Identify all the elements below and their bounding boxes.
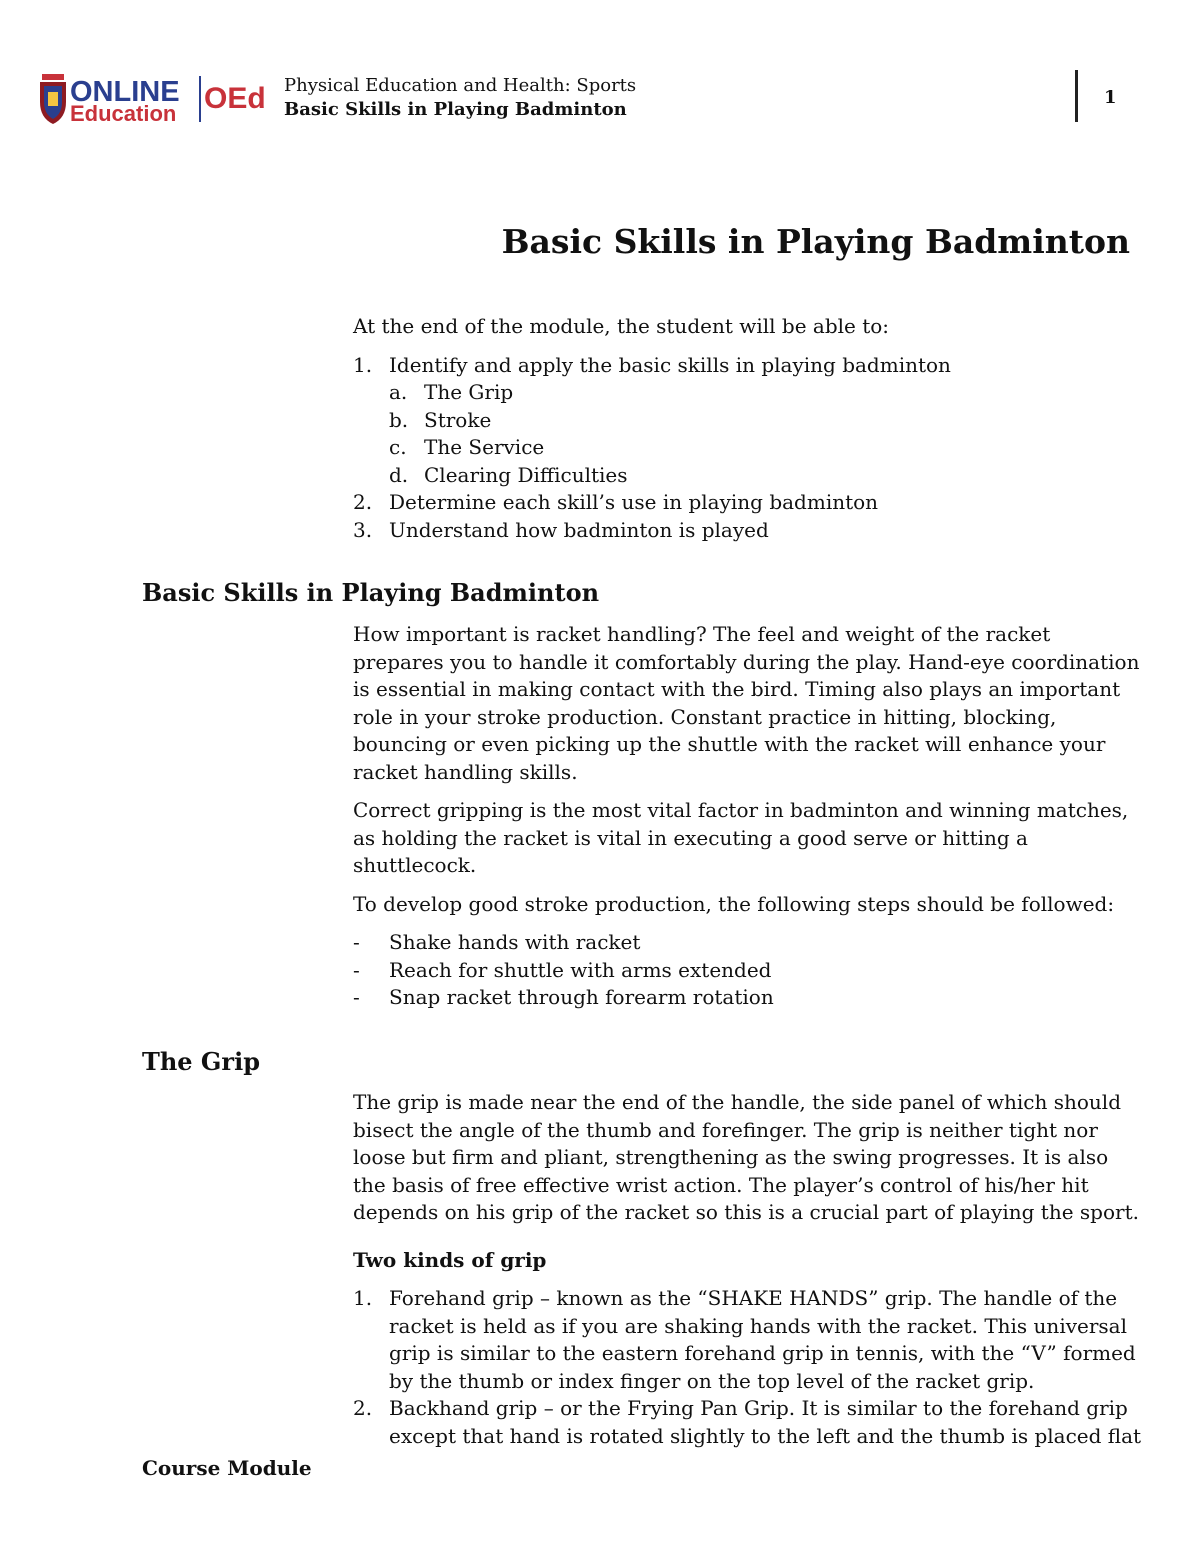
list-item [353, 434, 1143, 462]
header-topic: Basic Skills in Playing Badminton [284, 99, 627, 120]
list-marker: 2. [353, 490, 373, 514]
online-education-logo [36, 70, 272, 126]
list-item-text: Identify and apply the basic skills in playing badminton [389, 352, 951, 377]
list-item [353, 929, 1143, 957]
list-item [353, 1285, 1143, 1395]
steps-list [353, 929, 1143, 1012]
list-item [353, 379, 1143, 407]
list-marker: 1. [353, 352, 373, 377]
objectives-intro: At the end of the module, the student will be able to: [353, 314, 890, 338]
section-basic-skills-body [353, 621, 1143, 1012]
list-item-text: Reach for shuttle with arms extended [389, 957, 772, 982]
list-marker: - [353, 930, 360, 954]
list-item [353, 462, 1143, 490]
logo-online-text: ONLINE [70, 76, 180, 108]
list-marker: - [353, 985, 360, 1009]
list-marker: - [353, 957, 360, 982]
objectives-list [353, 352, 1143, 545]
sub-list [353, 379, 1143, 489]
list-item-text: Understand how badminton is played [389, 517, 769, 542]
page-title: Basic Skills in Playing Badminton [501, 222, 1130, 261]
header-subject: Physical Education and Health: Sports [284, 75, 637, 96]
list-item-text: The Grip [424, 380, 514, 404]
logo-oed-text: OEd [204, 82, 266, 115]
list-item-text: Determine each skill’s use in playing badminton [389, 490, 879, 514]
header-titles [284, 74, 636, 122]
list-item-text: The Service [424, 435, 545, 459]
list-item-text: Backhand grip – or the Frying Pan Grip. It is similar to the forehand grip except that hand is rotated slightly to the left and the thumb is placed flat [389, 1396, 1142, 1448]
grip-list [353, 1285, 1143, 1450]
list-item [353, 517, 1143, 545]
list-item-text: Forehand grip – known as the “SHAKE HANDS” grip. The handle of the racket is held as if you are shaking hands with the racket. This universal grip is similar to the eastern forehand grip in tennis, with the “V” formed by the thumb or index finger on the top level of the racket grip. [389, 1286, 1136, 1393]
list-item-text: Stroke [424, 407, 492, 432]
list-item [353, 407, 1143, 435]
paragraph: How important is racket handling? The feel and weight of the racket prepares you to handle it comfortably during the play. Hand-eye coordination is essential in making contact with the bird. Timing also plays an important role in your stroke production. Constant practice in hitting, blocking, bouncing or even picking up the shuttle with the racket will enhance your racket handling skills. [353, 622, 1140, 784]
list-item-text: Snap racket through forearm rotation [389, 985, 774, 1009]
page-number: 1 [1104, 87, 1117, 108]
objectives [353, 313, 1143, 544]
paragraph: The grip is made near the end of the handle, the side panel of which should bisect the angle of the thumb and forefinger. The grip is neither tight nor loose but firm and pliant, strengthening as the swing progresses. It is also the basis of free effective wrist action. The player’s control of his/her hit depends on his grip of the racket so this is a crucial part of playing the sport. [353, 1090, 1139, 1224]
list-item-text: Shake hands with racket [389, 930, 641, 954]
section-heading-basic-skills: Basic Skills in Playing Badminton [142, 578, 600, 607]
list-marker: a. [389, 380, 408, 404]
list-item [353, 352, 1143, 490]
paragraph: To develop good stroke production, the following steps should be followed: [353, 891, 1115, 916]
paragraph: Correct gripping is the most vital factor in badminton and winning matches, as holding the racket is vital in executing a good serve or hitting a shuttlecock. [353, 798, 1129, 877]
list-item-text: Clearing Difficulties [424, 462, 628, 487]
list-marker: 1. [353, 1286, 373, 1310]
list-marker: b. [389, 407, 409, 432]
list-marker: 2. [353, 1396, 373, 1420]
list-marker: 3. [353, 517, 373, 542]
list-marker: d. [389, 462, 409, 487]
list-marker: c. [389, 435, 407, 459]
section-heading-the-grip: The Grip [142, 1047, 260, 1076]
list-item [353, 957, 1143, 985]
subheading-two-kinds-of-grip: Two kinds of grip [353, 1247, 547, 1272]
section-grip-body [353, 1089, 1143, 1450]
list-item [353, 984, 1143, 1012]
list-item [353, 1395, 1143, 1450]
list-item [353, 489, 1143, 517]
logo-education-text: Education [70, 101, 177, 126]
footer-course-module: Course Module [142, 1456, 312, 1480]
header-divider [1075, 70, 1078, 122]
